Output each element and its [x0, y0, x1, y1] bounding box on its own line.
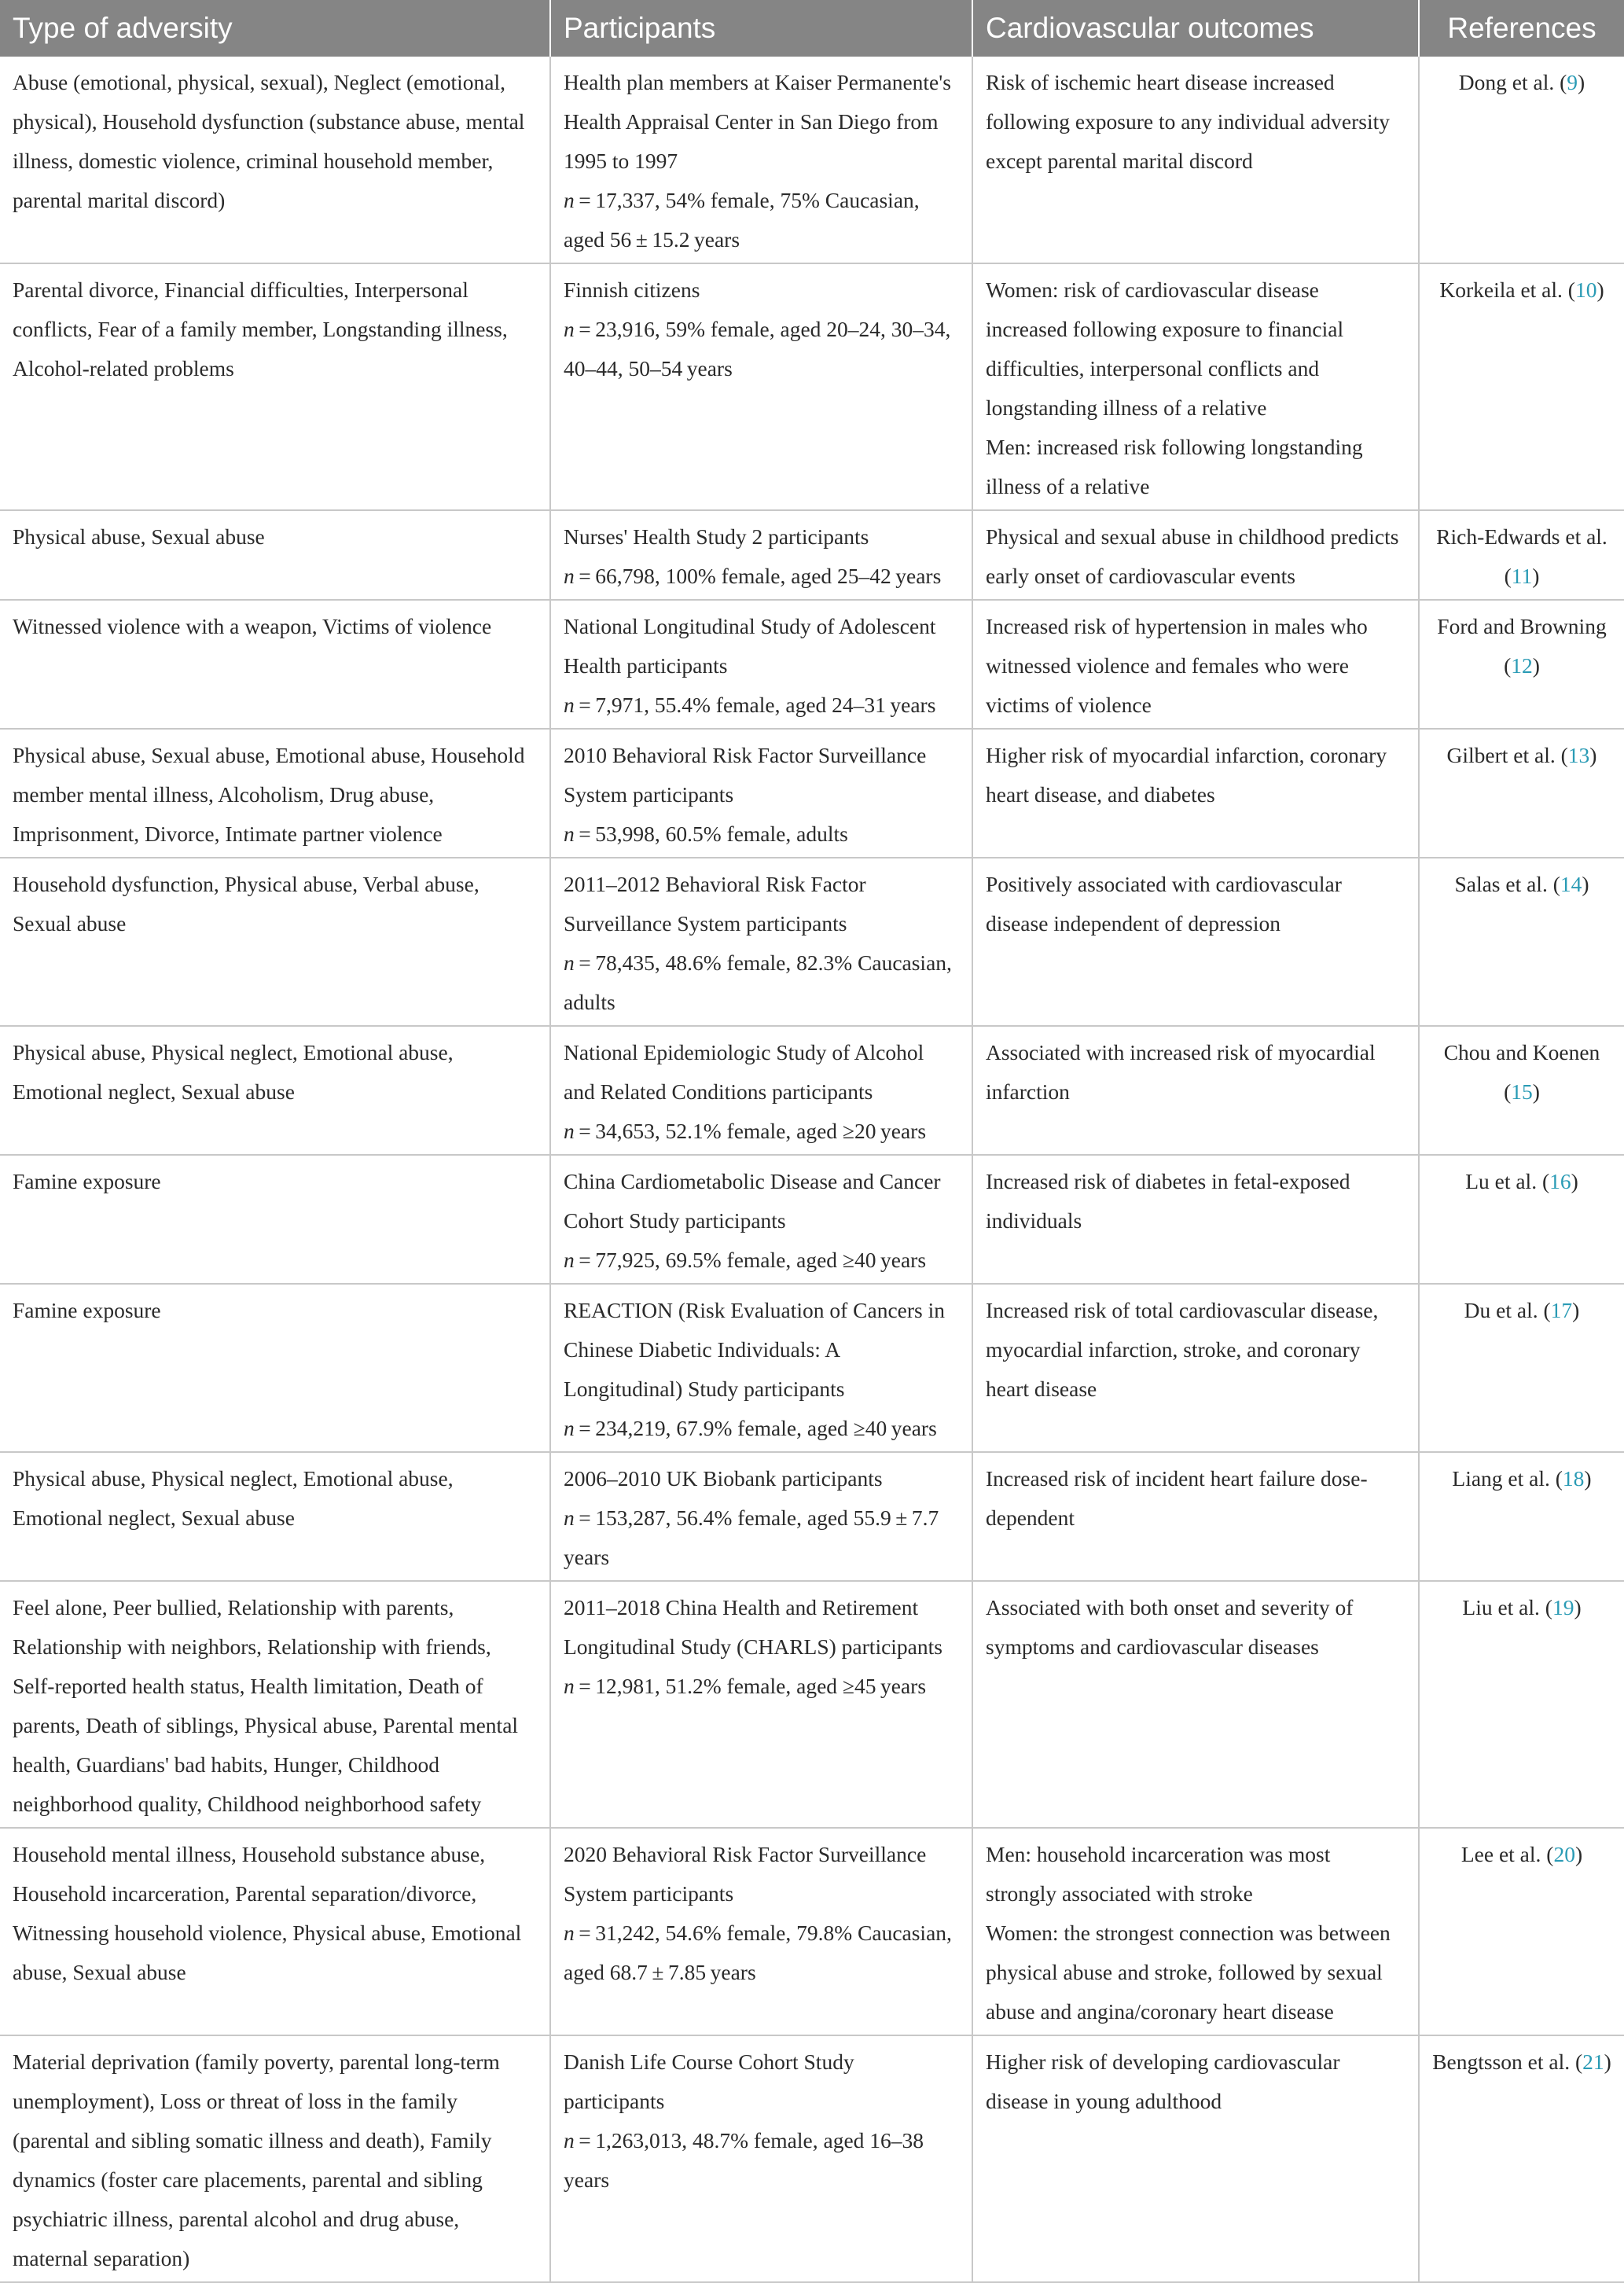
sample-size-symbol: n — [564, 188, 575, 212]
cell-participants — [550, 600, 972, 729]
outcome-text: Risk of ischemic heart disease increased following exposure to any individual adversity except parental marital discord — [986, 70, 1391, 173]
cell-cardiovascular-outcomes — [972, 57, 1419, 263]
reference-number-link[interactable]: 19 — [1552, 1595, 1574, 1619]
table-row — [0, 729, 1624, 858]
cell-cardiovascular-outcomes — [972, 1155, 1419, 1284]
cell-cardiovascular-outcomes — [972, 2035, 1419, 2282]
reference-close-paren: ) — [1532, 564, 1540, 588]
reference-number-link[interactable]: 9 — [1567, 70, 1578, 94]
outcome-text: Higher risk of myocardial infarction, coronary heart disease, and diabetes — [986, 743, 1387, 807]
reference-number-link[interactable]: 17 — [1550, 1298, 1573, 1322]
cell-cardiovascular-outcomes — [972, 1828, 1419, 2035]
cell-participants — [550, 510, 972, 600]
cell-type-of-adversity: Household dysfunction, Physical abuse, Verbal abuse, Sexual abuse — [0, 858, 550, 1026]
reference-number-link[interactable]: 15 — [1511, 1079, 1533, 1104]
cell-type-of-adversity: Physical abuse, Physical neglect, Emotional abuse, Emotional neglect, Sexual abuse — [0, 1452, 550, 1581]
cell-participants — [550, 1581, 972, 1828]
reference-author: Lu et al. ( — [1465, 1169, 1550, 1193]
table-row — [0, 600, 1624, 729]
participants-statistics: n = 53,998, 60.5% female, adults — [564, 822, 848, 846]
reference-author: Liu et al. ( — [1462, 1595, 1552, 1619]
outcome-text: Men: increased risk following longstanding illness of a relative — [986, 435, 1363, 498]
participants-description: 2011–2012 Behavioral Risk Factor Surveillance System participants — [564, 872, 866, 936]
reference-close-paren: ) — [1584, 1466, 1592, 1491]
outcome-text: Associated with increased risk of myocardial infarction — [986, 1040, 1376, 1104]
table-row — [0, 1155, 1624, 1284]
sample-size-symbol: n — [564, 1505, 575, 1530]
participants-description: China Cardiometabolic Disease and Cancer Cohort Study participants — [564, 1169, 941, 1233]
participants-description: Danish Life Course Cohort Study participants — [564, 2050, 854, 2113]
sample-size-symbol: n — [564, 317, 575, 341]
participants-statistics: n = 7,971, 55.4% female, aged 24–31 years — [564, 693, 936, 717]
participants-description: 2006–2010 UK Biobank participants — [564, 1466, 883, 1491]
cell-participants — [550, 1452, 972, 1581]
reference-author: Lee et al. ( — [1460, 1842, 1554, 1866]
cell-reference — [1419, 510, 1624, 600]
reference-number-link[interactable]: 16 — [1549, 1169, 1571, 1193]
sample-size-symbol: n — [564, 950, 575, 975]
reference-number-link[interactable]: 12 — [1511, 653, 1533, 678]
table-row — [0, 858, 1624, 1026]
table-row — [0, 1284, 1624, 1452]
participants-description: REACTION (Risk Evaluation of Cancers in Chinese Diabetic Individuals: A Longitudinal) Study participants — [564, 1298, 945, 1401]
participants-statistics: n = 66,798, 100% female, aged 25–42 years — [564, 564, 942, 588]
reference-close-paren: ) — [1571, 1169, 1578, 1193]
outcome-text: Increased risk of hypertension in males who witnessed violence and females who were victims of violence — [986, 614, 1368, 717]
reference-close-paren: ) — [1572, 1298, 1580, 1322]
cell-cardiovascular-outcomes — [972, 263, 1419, 510]
reference-close-paren: ) — [1578, 70, 1585, 94]
cell-reference — [1419, 57, 1624, 263]
sample-size-symbol: n — [564, 1119, 575, 1143]
reference-number-link[interactable]: 14 — [1560, 872, 1582, 896]
table-row — [0, 1452, 1624, 1581]
cell-reference — [1419, 1155, 1624, 1284]
table-body — [0, 57, 1624, 2282]
reference-close-paren: ) — [1532, 653, 1540, 678]
outcome-text: Positively associated with cardiovascular disease independent of depression — [986, 872, 1342, 936]
reference-number-link[interactable]: 18 — [1562, 1466, 1585, 1491]
cell-cardiovascular-outcomes — [972, 1581, 1419, 1828]
cell-type-of-adversity: Famine exposure — [0, 1284, 550, 1452]
sample-size-symbol: n — [564, 1416, 575, 1440]
cell-reference — [1419, 1828, 1624, 2035]
cell-cardiovascular-outcomes — [972, 858, 1419, 1026]
table-row — [0, 1026, 1624, 1155]
participants-description: Finnish citizens — [564, 278, 700, 302]
reference-author: Rich-Edwards et al. ( — [1436, 524, 1607, 588]
cell-reference — [1419, 729, 1624, 858]
cell-participants — [550, 263, 972, 510]
participants-description: 2010 Behavioral Risk Factor Surveillance System participants — [564, 743, 927, 807]
participants-description: 2011–2018 China Health and Retirement Longitudinal Study (CHARLS) participants — [564, 1595, 942, 1659]
participants-statistics: n = 77,925, 69.5% female, aged ≥40 years — [564, 1248, 927, 1272]
participants-statistics: n = 31,242, 54.6% female, 79.8% Caucasian, aged 68.7 ± 7.85 years — [564, 1921, 952, 1984]
reference-number-link[interactable]: 21 — [1582, 2050, 1604, 2074]
cell-reference — [1419, 600, 1624, 729]
reference-author: Ford and Browning ( — [1437, 614, 1607, 678]
table-row — [0, 1828, 1624, 2035]
cell-type-of-adversity: Physical abuse, Sexual abuse — [0, 510, 550, 600]
reference-author: Salas et al. ( — [1454, 872, 1560, 896]
reference-close-paren: ) — [1596, 278, 1604, 302]
reference-number-link[interactable]: 11 — [1511, 564, 1533, 588]
cell-cardiovascular-outcomes — [972, 600, 1419, 729]
outcome-text: Higher risk of developing cardiovascular disease in young adulthood — [986, 2050, 1340, 2113]
reference-close-paren: ) — [1589, 743, 1597, 767]
cell-participants — [550, 1828, 972, 2035]
reference-close-paren: ) — [1532, 1079, 1540, 1104]
reference-close-paren: ) — [1574, 1595, 1582, 1619]
reference-author: Bengtsson et al. ( — [1432, 2050, 1583, 2074]
table-row — [0, 263, 1624, 510]
cell-cardiovascular-outcomes — [972, 1026, 1419, 1155]
header-cardiovascular-outcomes: Cardiovascular outcomes — [972, 0, 1419, 57]
sample-size-symbol: n — [564, 693, 575, 717]
table-row — [0, 1581, 1624, 1828]
sample-size-symbol: n — [564, 1674, 575, 1698]
participants-statistics: n = 153,287, 56.4% female, aged 55.9 ± 7.7 years — [564, 1505, 943, 1569]
cell-reference — [1419, 1026, 1624, 1155]
participants-statistics: n = 34,653, 52.1% female, aged ≥20 years — [564, 1119, 927, 1143]
sample-size-symbol: n — [564, 822, 575, 846]
table-row — [0, 2035, 1624, 2282]
cell-type-of-adversity: Witnessed violence with a weapon, Victims of violence — [0, 600, 550, 729]
table-row — [0, 57, 1624, 263]
outcome-text: Associated with both onset and severity of symptoms and cardiovascular diseases — [986, 1595, 1354, 1659]
cell-type-of-adversity: Famine exposure — [0, 1155, 550, 1284]
reference-author: Du et al. ( — [1464, 1298, 1551, 1322]
reference-author: Korkeila et al. ( — [1439, 278, 1575, 302]
participants-statistics: n = 78,435, 48.6% female, 82.3% Caucasian, adults — [564, 950, 952, 1014]
cell-type-of-adversity: Material deprivation (family poverty, parental long-term unemployment), Loss or threat of loss in the family (parental and sibling somatic illness and death), Family dynamics (foster care placements, parental and sibling psychiatric illness, parental alcohol and drug abuse, maternal separation) — [0, 2035, 550, 2282]
cell-participants — [550, 57, 972, 263]
cell-participants — [550, 1284, 972, 1452]
table-row — [0, 510, 1624, 600]
header-participants: Participants — [550, 0, 972, 57]
cell-reference — [1419, 263, 1624, 510]
cell-type-of-adversity: Household mental illness, Household substance abuse, Household incarceration, Parental separation/divorce, Witnessing household violence, Physical abuse, Emotional abuse, Sexual abuse — [0, 1828, 550, 2035]
reference-close-paren: ) — [1604, 2050, 1611, 2074]
cell-participants — [550, 858, 972, 1026]
outcome-text: Increased risk of diabetes in fetal-exposed individuals — [986, 1169, 1350, 1233]
sample-size-symbol: n — [564, 1248, 575, 1272]
sample-size-symbol: n — [564, 1921, 575, 1945]
header-references: References — [1419, 0, 1624, 57]
participants-statistics: n = 1,263,013, 48.7% female, aged 16–38 years — [564, 2128, 928, 2192]
reference-close-paren: ) — [1574, 1842, 1583, 1866]
participants-statistics: n = 234,219, 67.9% female, aged ≥40 years — [564, 1416, 937, 1440]
sample-size-symbol: n — [564, 2128, 575, 2152]
outcome-text: Increased risk of total cardiovascular disease, myocardial infarction, stroke, and coronary heart disease — [986, 1298, 1379, 1401]
cell-participants — [550, 1026, 972, 1155]
outcome-text: Women: risk of cardiovascular disease increased following exposure to financial difficulties, interpersonal conflicts and longstanding illness of a relative — [986, 278, 1344, 420]
outcome-text: Physical and sexual abuse in childhood predicts early onset of cardiovascular events — [986, 524, 1399, 588]
cell-reference — [1419, 1581, 1624, 1828]
cell-type-of-adversity: Abuse (emotional, physical, sexual), Neglect (emotional, physical), Household dysfunction (substance abuse, mental illness, domestic violence, criminal household member, parental marital discord) — [0, 57, 550, 263]
cell-reference — [1419, 1284, 1624, 1452]
cell-cardiovascular-outcomes — [972, 729, 1419, 858]
participants-description: Health plan members at Kaiser Permanente's Health Appraisal Center in San Diego from 1995 to 1997 — [564, 70, 951, 173]
cell-type-of-adversity: Physical abuse, Physical neglect, Emotional abuse, Emotional neglect, Sexual abuse — [0, 1026, 550, 1155]
cell-type-of-adversity: Parental divorce, Financial difficulties, Interpersonal conflicts, Fear of a family member, Longstanding illness, Alcohol-related problems — [0, 263, 550, 510]
participants-description: National Longitudinal Study of Adolescent Health participants — [564, 614, 936, 678]
cell-reference — [1419, 1452, 1624, 1581]
reference-author: Gilbert et al. ( — [1446, 743, 1568, 767]
cell-cardiovascular-outcomes — [972, 1452, 1419, 1581]
participants-statistics: n = 23,916, 59% female, aged 20–24, 30–34, 40–44, 50–54 years — [564, 317, 951, 380]
cell-cardiovascular-outcomes — [972, 1284, 1419, 1452]
participants-description: 2020 Behavioral Risk Factor Surveillance System participants — [564, 1842, 927, 1906]
reference-author: Dong et al. ( — [1458, 70, 1567, 94]
participants-statistics: n = 17,337, 54% female, 75% Caucasian, aged 56 ± 15.2 years — [564, 188, 920, 252]
participants-description: Nurses' Health Study 2 participants — [564, 524, 869, 549]
header-type-of-adversity: Type of adversity — [0, 0, 550, 57]
table-header-row — [0, 0, 1624, 57]
reference-number-link[interactable]: 10 — [1574, 278, 1597, 302]
sample-size-symbol: n — [564, 564, 575, 588]
cell-reference — [1419, 2035, 1624, 2282]
cell-participants — [550, 729, 972, 858]
reference-number-link[interactable]: 20 — [1553, 1842, 1575, 1866]
outcome-text: Men: household incarceration was most strongly associated with stroke — [986, 1842, 1331, 1906]
cell-type-of-adversity: Feel alone, Peer bullied, Relationship with parents, Relationship with neighbors, Relationship with friends, Self-reported health status, Health limitation, Death of parents, Death of siblings, Physical abuse, Parental mental health, Guardians' bad habits, Hunger, Childhood neighborhood quality, Childhood neighborhood safety — [0, 1581, 550, 1828]
reference-author: Chou and Koenen ( — [1443, 1040, 1600, 1104]
reference-close-paren: ) — [1582, 872, 1589, 896]
outcome-text: Women: the strongest connection was between physical abuse and stroke, followed by sexual abuse and angina/coronary heart disease — [986, 1921, 1391, 2024]
cell-cardiovascular-outcomes — [972, 510, 1419, 600]
cell-reference — [1419, 858, 1624, 1026]
cell-participants — [550, 2035, 972, 2282]
reference-number-link[interactable]: 13 — [1567, 743, 1590, 767]
outcome-text: Increased risk of incident heart failure dose-dependent — [986, 1466, 1368, 1530]
cell-participants — [550, 1155, 972, 1284]
participants-statistics: n = 12,981, 51.2% female, aged ≥45 years — [564, 1674, 927, 1698]
participants-description: National Epidemiologic Study of Alcohol and Related Conditions participants — [564, 1040, 924, 1104]
cell-type-of-adversity: Physical abuse, Sexual abuse, Emotional abuse, Household member mental illness, Alcoholism, Drug abuse, Imprisonment, Divorce, Intimate partner violence — [0, 729, 550, 858]
reference-author: Liang et al. ( — [1452, 1466, 1563, 1491]
